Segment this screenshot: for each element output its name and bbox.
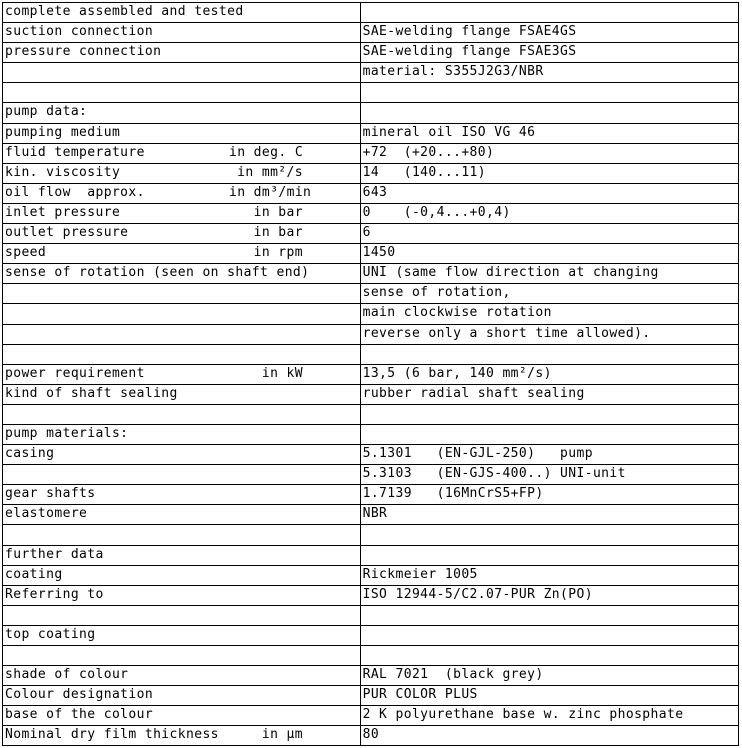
row-value: 1.7139 (16MnCrS5+FP)	[360, 485, 738, 505]
row-value	[360, 344, 738, 364]
row-label: top coating	[5, 626, 96, 642]
row-label: shade of colour	[5, 667, 129, 683]
row-label: speed	[5, 245, 47, 261]
row-label-cell	[3, 23, 361, 43]
table-row	[3, 404, 739, 424]
row-value: 2 K polyurethane base w. zinc phosphate	[360, 706, 738, 726]
row-label-cell	[3, 625, 361, 645]
row-label-cell	[3, 143, 361, 163]
table-row	[3, 224, 739, 244]
row-label-cell	[3, 706, 361, 726]
row-value: 643	[360, 183, 738, 203]
row-unit: in deg. C	[229, 144, 304, 160]
row-value: 0 (-0,4...+0,4)	[360, 203, 738, 223]
row-value: NBR	[360, 505, 738, 525]
spec-table-body	[3, 3, 739, 746]
table-row	[3, 284, 739, 304]
row-unit: in mm²/s	[237, 164, 303, 180]
row-label-cell	[3, 505, 361, 525]
row-value: +72 (+20...+80)	[360, 143, 738, 163]
table-row	[3, 264, 739, 284]
spec-table	[2, 2, 739, 746]
row-unit: in bar	[253, 204, 303, 220]
table-row	[3, 465, 739, 485]
row-label: further data	[5, 546, 104, 562]
row-value: material: S355J2G3/NBR	[360, 63, 738, 83]
row-value: sense of rotation,	[360, 284, 738, 304]
row-label-cell	[3, 163, 361, 183]
table-row	[3, 625, 739, 645]
row-unit: in kW	[261, 365, 303, 381]
row-value: Rickmeier 1005	[360, 565, 738, 585]
row-label: sense of rotation (seen on shaft end)	[5, 265, 310, 281]
row-label-cell	[3, 3, 361, 23]
table-row	[3, 304, 739, 324]
row-label-cell	[3, 284, 361, 304]
row-unit: in bar	[253, 225, 303, 241]
table-row	[3, 203, 739, 223]
row-label: elastomere	[5, 506, 88, 522]
row-value	[360, 83, 738, 103]
table-row	[3, 23, 739, 43]
row-label-cell	[3, 605, 361, 625]
row-unit: in dm³/min	[229, 184, 312, 200]
row-label-cell	[3, 83, 361, 103]
row-label: pump materials:	[5, 425, 129, 441]
row-label-cell	[3, 545, 361, 565]
row-label: inlet pressure	[5, 204, 121, 220]
row-value	[360, 525, 738, 545]
table-row	[3, 445, 739, 465]
table-row	[3, 83, 739, 103]
row-value: main clockwise rotation	[360, 304, 738, 324]
table-row	[3, 585, 739, 605]
row-value	[360, 625, 738, 645]
table-row	[3, 63, 739, 83]
row-label-cell	[3, 123, 361, 143]
row-label-cell	[3, 465, 361, 485]
table-row	[3, 3, 739, 23]
row-label-cell	[3, 726, 361, 746]
row-label: pumping medium	[5, 124, 121, 140]
row-label-cell	[3, 244, 361, 264]
row-value: 13,5 (6 bar, 140 mm²/s)	[360, 364, 738, 384]
row-unit: in rpm	[253, 245, 303, 261]
table-row	[3, 103, 739, 123]
row-label-cell	[3, 304, 361, 324]
row-label-cell	[3, 264, 361, 284]
row-label: Referring to	[5, 586, 104, 602]
row-label-cell	[3, 364, 361, 384]
table-row	[3, 726, 739, 746]
row-label: fluid temperature	[5, 144, 145, 160]
row-value: 6	[360, 224, 738, 244]
table-row	[3, 384, 739, 404]
row-value	[360, 3, 738, 23]
table-row	[3, 706, 739, 726]
table-row	[3, 344, 739, 364]
table-row	[3, 123, 739, 143]
table-row	[3, 424, 739, 444]
row-value	[360, 605, 738, 625]
row-label: kind of shaft sealing	[5, 385, 178, 401]
row-label-cell	[3, 63, 361, 83]
table-row	[3, 324, 739, 344]
row-value: PUR COLOR PLUS	[360, 686, 738, 706]
row-value: RAL 7021 (black grey)	[360, 666, 738, 686]
row-label-cell	[3, 324, 361, 344]
table-row	[3, 364, 739, 384]
row-label: casing	[5, 446, 55, 462]
table-row	[3, 686, 739, 706]
row-label-cell	[3, 485, 361, 505]
row-unit: in µm	[261, 727, 303, 743]
row-label-cell	[3, 585, 361, 605]
row-label: pressure connection	[5, 44, 162, 60]
table-row	[3, 183, 739, 203]
row-label-cell	[3, 565, 361, 585]
row-value: SAE-welding flange FSAE3GS	[360, 43, 738, 63]
row-value: reverse only a short time allowed).	[360, 324, 738, 344]
table-row	[3, 143, 739, 163]
table-row	[3, 605, 739, 625]
table-row	[3, 244, 739, 264]
row-label: Nominal dry film thickness	[5, 727, 219, 743]
row-label: pump data:	[5, 104, 88, 120]
row-value	[360, 545, 738, 565]
row-label: base of the colour	[5, 707, 154, 723]
row-label: Colour designation	[5, 687, 154, 703]
table-row	[3, 505, 739, 525]
table-row	[3, 163, 739, 183]
table-row	[3, 646, 739, 666]
row-label: coating	[5, 566, 63, 582]
table-row	[3, 485, 739, 505]
table-row	[3, 525, 739, 545]
row-label: complete assembled and tested	[5, 4, 244, 19]
row-label-cell	[3, 103, 361, 123]
row-value: rubber radial shaft sealing	[360, 384, 738, 404]
row-value: 5.1301 (EN-GJL-250) pump	[360, 445, 738, 465]
row-value: 14 (140...11)	[360, 163, 738, 183]
row-label-cell	[3, 445, 361, 465]
row-value: UNI (same flow direction at changing	[360, 264, 738, 284]
row-value: 5.3103 (EN-GJS-400..) UNI-unit	[360, 465, 738, 485]
row-value	[360, 646, 738, 666]
table-row	[3, 545, 739, 565]
row-label-cell	[3, 666, 361, 686]
row-value: ISO 12944-5/C2.07-PUR Zn(PO)	[360, 585, 738, 605]
row-label-cell	[3, 224, 361, 244]
row-value: 1450	[360, 244, 738, 264]
table-row	[3, 43, 739, 63]
row-label: kin. viscosity	[5, 164, 121, 180]
table-row	[3, 666, 739, 686]
row-label: power requirement	[5, 365, 145, 381]
table-row	[3, 565, 739, 585]
row-label: outlet pressure	[5, 225, 129, 241]
row-label-cell	[3, 525, 361, 545]
row-value	[360, 424, 738, 444]
row-value	[360, 103, 738, 123]
row-label-cell	[3, 646, 361, 666]
row-label-cell	[3, 344, 361, 364]
row-value: 80	[360, 726, 738, 746]
row-value	[360, 404, 738, 424]
row-label-cell	[3, 43, 361, 63]
row-value: mineral oil ISO VG 46	[360, 123, 738, 143]
row-label-cell	[3, 183, 361, 203]
row-label-cell	[3, 424, 361, 444]
row-label-cell	[3, 203, 361, 223]
row-label-cell	[3, 686, 361, 706]
row-label-cell	[3, 404, 361, 424]
row-value: SAE-welding flange FSAE4GS	[360, 23, 738, 43]
row-label: suction connection	[5, 24, 154, 40]
row-label: oil flow approx.	[5, 184, 145, 200]
row-label: gear shafts	[5, 486, 96, 502]
row-label-cell	[3, 384, 361, 404]
